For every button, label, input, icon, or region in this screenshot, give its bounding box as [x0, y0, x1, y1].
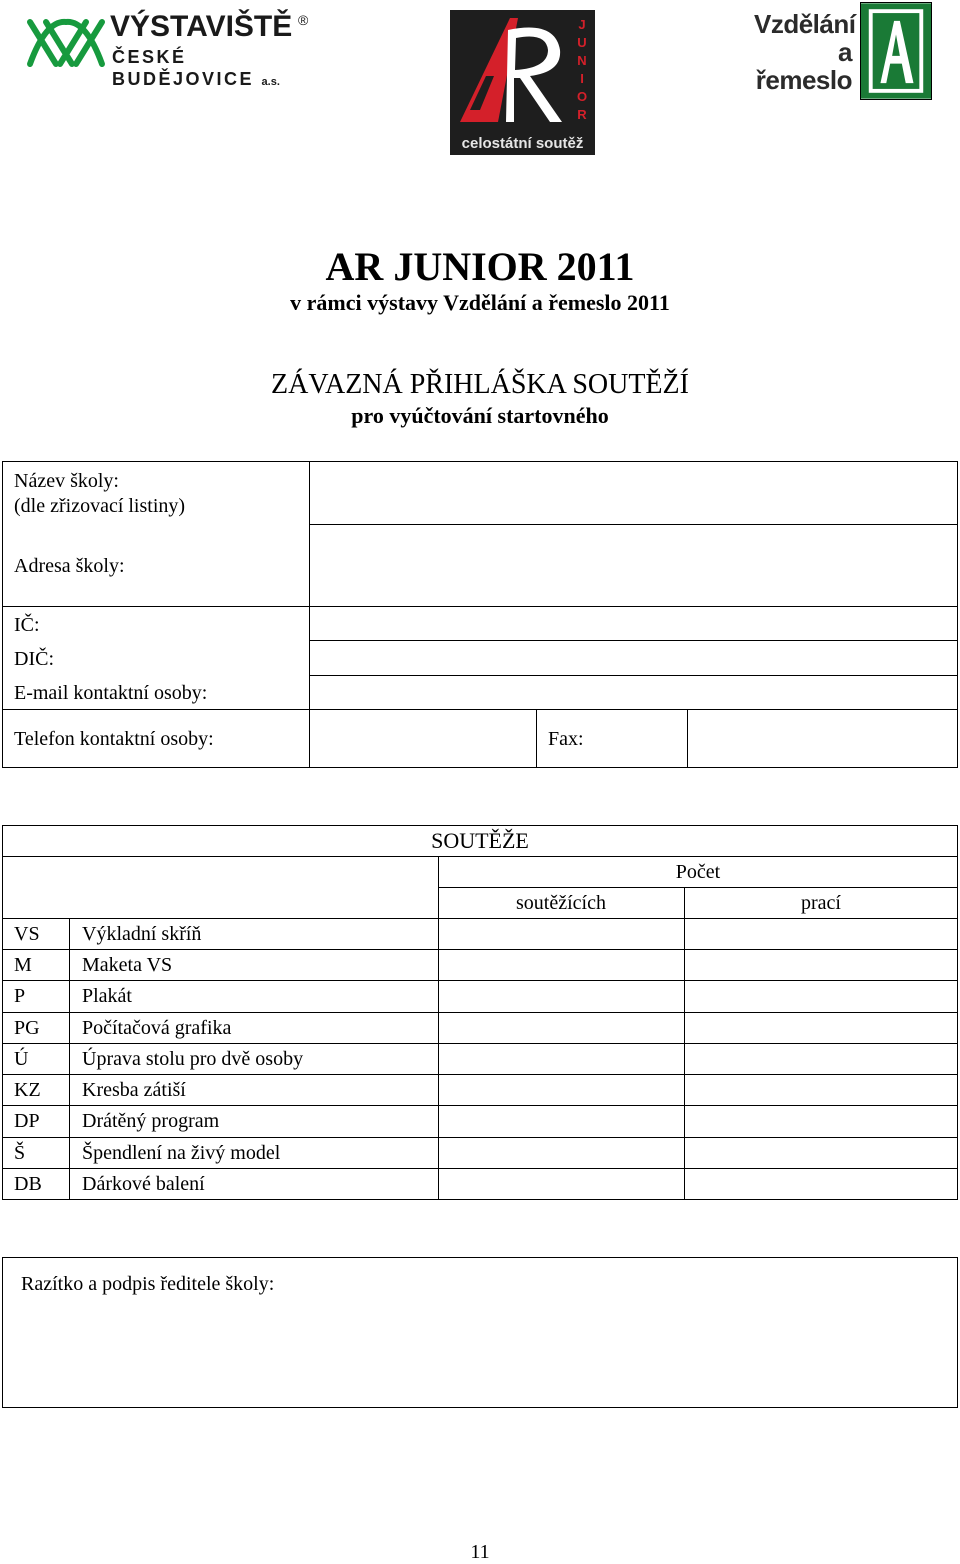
- vystaviste-logo: [26, 10, 316, 89]
- fax-label: Fax:: [548, 728, 584, 750]
- form-title: ZÁVAZNÁ PŘIHLÁŠKA SOUTĚŽÍ: [271, 369, 689, 400]
- junior-letter: U: [577, 35, 587, 50]
- table-border: [2, 1105, 958, 1106]
- competition-code: Š: [14, 1142, 26, 1164]
- competition-name: Počítačová grafika: [82, 1017, 232, 1039]
- school-address-label: Adresa školy:: [14, 555, 125, 577]
- competition-code: VS: [14, 923, 40, 945]
- competition-name: Špendlení na živý model: [82, 1142, 281, 1164]
- table-border: [2, 1043, 958, 1044]
- vzdelani-line1: Vzdělání: [754, 9, 856, 39]
- table-border: [2, 1168, 958, 1169]
- competition-code: M: [14, 954, 32, 976]
- table-border: [2, 1137, 958, 1138]
- vzdelani-line3: řemeslo: [755, 65, 852, 95]
- competition-code: DP: [14, 1110, 40, 1132]
- table-border: [2, 767, 958, 768]
- page-subtitle: v rámci výstavy Vzdělání a řemeslo 2011: [290, 290, 670, 315]
- vystaviste-suffix: a.s.: [261, 76, 280, 88]
- table-border: [2, 709, 958, 710]
- count-header: Počet: [675, 861, 721, 883]
- registered-mark: ®: [298, 12, 309, 28]
- phone-label: Telefon kontaktní osoby:: [14, 728, 214, 750]
- table-border: [957, 461, 958, 768]
- table-border: [69, 918, 70, 1200]
- signature-label: Razítko a podpis ředitele školy:: [21, 1273, 275, 1295]
- junior-letter: I: [580, 71, 584, 86]
- competitors-header: soutěžících: [516, 892, 606, 914]
- competition-code: DB: [14, 1173, 42, 1195]
- email-label: E-mail kontaktní osoby:: [14, 682, 208, 704]
- vystaviste-line2: [112, 46, 316, 93]
- vzdelani-a-icon: [860, 2, 932, 100]
- competition-code: PG: [14, 1017, 40, 1039]
- table-border: [309, 524, 958, 525]
- ic-label: IČ:: [14, 614, 40, 636]
- school-name-note: (dle zřizovací listiny): [14, 495, 186, 517]
- table-border: [2, 461, 958, 462]
- junior-letter: N: [577, 53, 587, 68]
- competition-name: Drátěný program: [82, 1110, 220, 1132]
- works-header: prací: [801, 892, 841, 914]
- competition-code: KZ: [14, 1079, 41, 1101]
- competition-name: Úprava stolu pro dvě osoby: [82, 1048, 304, 1070]
- table-border: [687, 709, 688, 768]
- signature-box[interactable]: [2, 1257, 958, 1408]
- table-border: [536, 709, 537, 768]
- table-border: [2, 918, 958, 919]
- table-border: [2, 856, 958, 857]
- table-border: [2, 980, 958, 981]
- table-border: [2, 1074, 958, 1075]
- competition-name: Výkladní skříň: [82, 923, 202, 945]
- junior-letter: R: [577, 107, 587, 122]
- vystaviste-mark-icon: [26, 12, 106, 68]
- table-border: [2, 1199, 958, 1200]
- vzdelani-remeslo-logo: [754, 2, 934, 100]
- table-border: [2, 825, 958, 826]
- ar-mark-icon: [450, 10, 595, 130]
- school-name-label: Název školy:: [14, 470, 119, 492]
- junior-letter: O: [576, 89, 588, 104]
- competition-name: Plakát: [82, 985, 132, 1007]
- competition-code: Ú: [14, 1048, 29, 1070]
- vystaviste-line1: VÝSTAVIŠTĚ: [110, 10, 293, 43]
- competition-name: Dárkové balení: [82, 1173, 205, 1195]
- junior-letter: J: [578, 17, 586, 32]
- page-number: 11: [470, 1541, 490, 1563]
- table-border: [309, 461, 310, 768]
- form-subtitle: pro vyúčtování startovného: [351, 403, 609, 428]
- ar-caption: celostátní soutěž: [461, 135, 584, 152]
- table-border: [2, 949, 958, 950]
- table-border: [2, 461, 3, 768]
- table-border: [438, 887, 958, 888]
- table-border: [2, 1012, 958, 1013]
- table-border: [309, 640, 958, 641]
- competition-name: Maketa VS: [82, 954, 173, 976]
- junior-vertical-text: [575, 16, 589, 124]
- competition-code: P: [14, 985, 26, 1007]
- vzdelani-text: [754, 9, 856, 95]
- table-border: [309, 675, 958, 676]
- table-border: [2, 606, 958, 607]
- competitions-title: SOUTĚŽE: [431, 828, 529, 853]
- competition-name: Kresba zátiší: [82, 1079, 186, 1101]
- vystaviste-city: ČESKÉ BUDĚJOVICE: [112, 47, 255, 89]
- page-title: AR JUNIOR 2011: [325, 244, 635, 289]
- vzdelani-line2: a: [838, 37, 852, 67]
- ar-junior-logo: [450, 10, 595, 155]
- dic-label: DIČ:: [14, 648, 54, 670]
